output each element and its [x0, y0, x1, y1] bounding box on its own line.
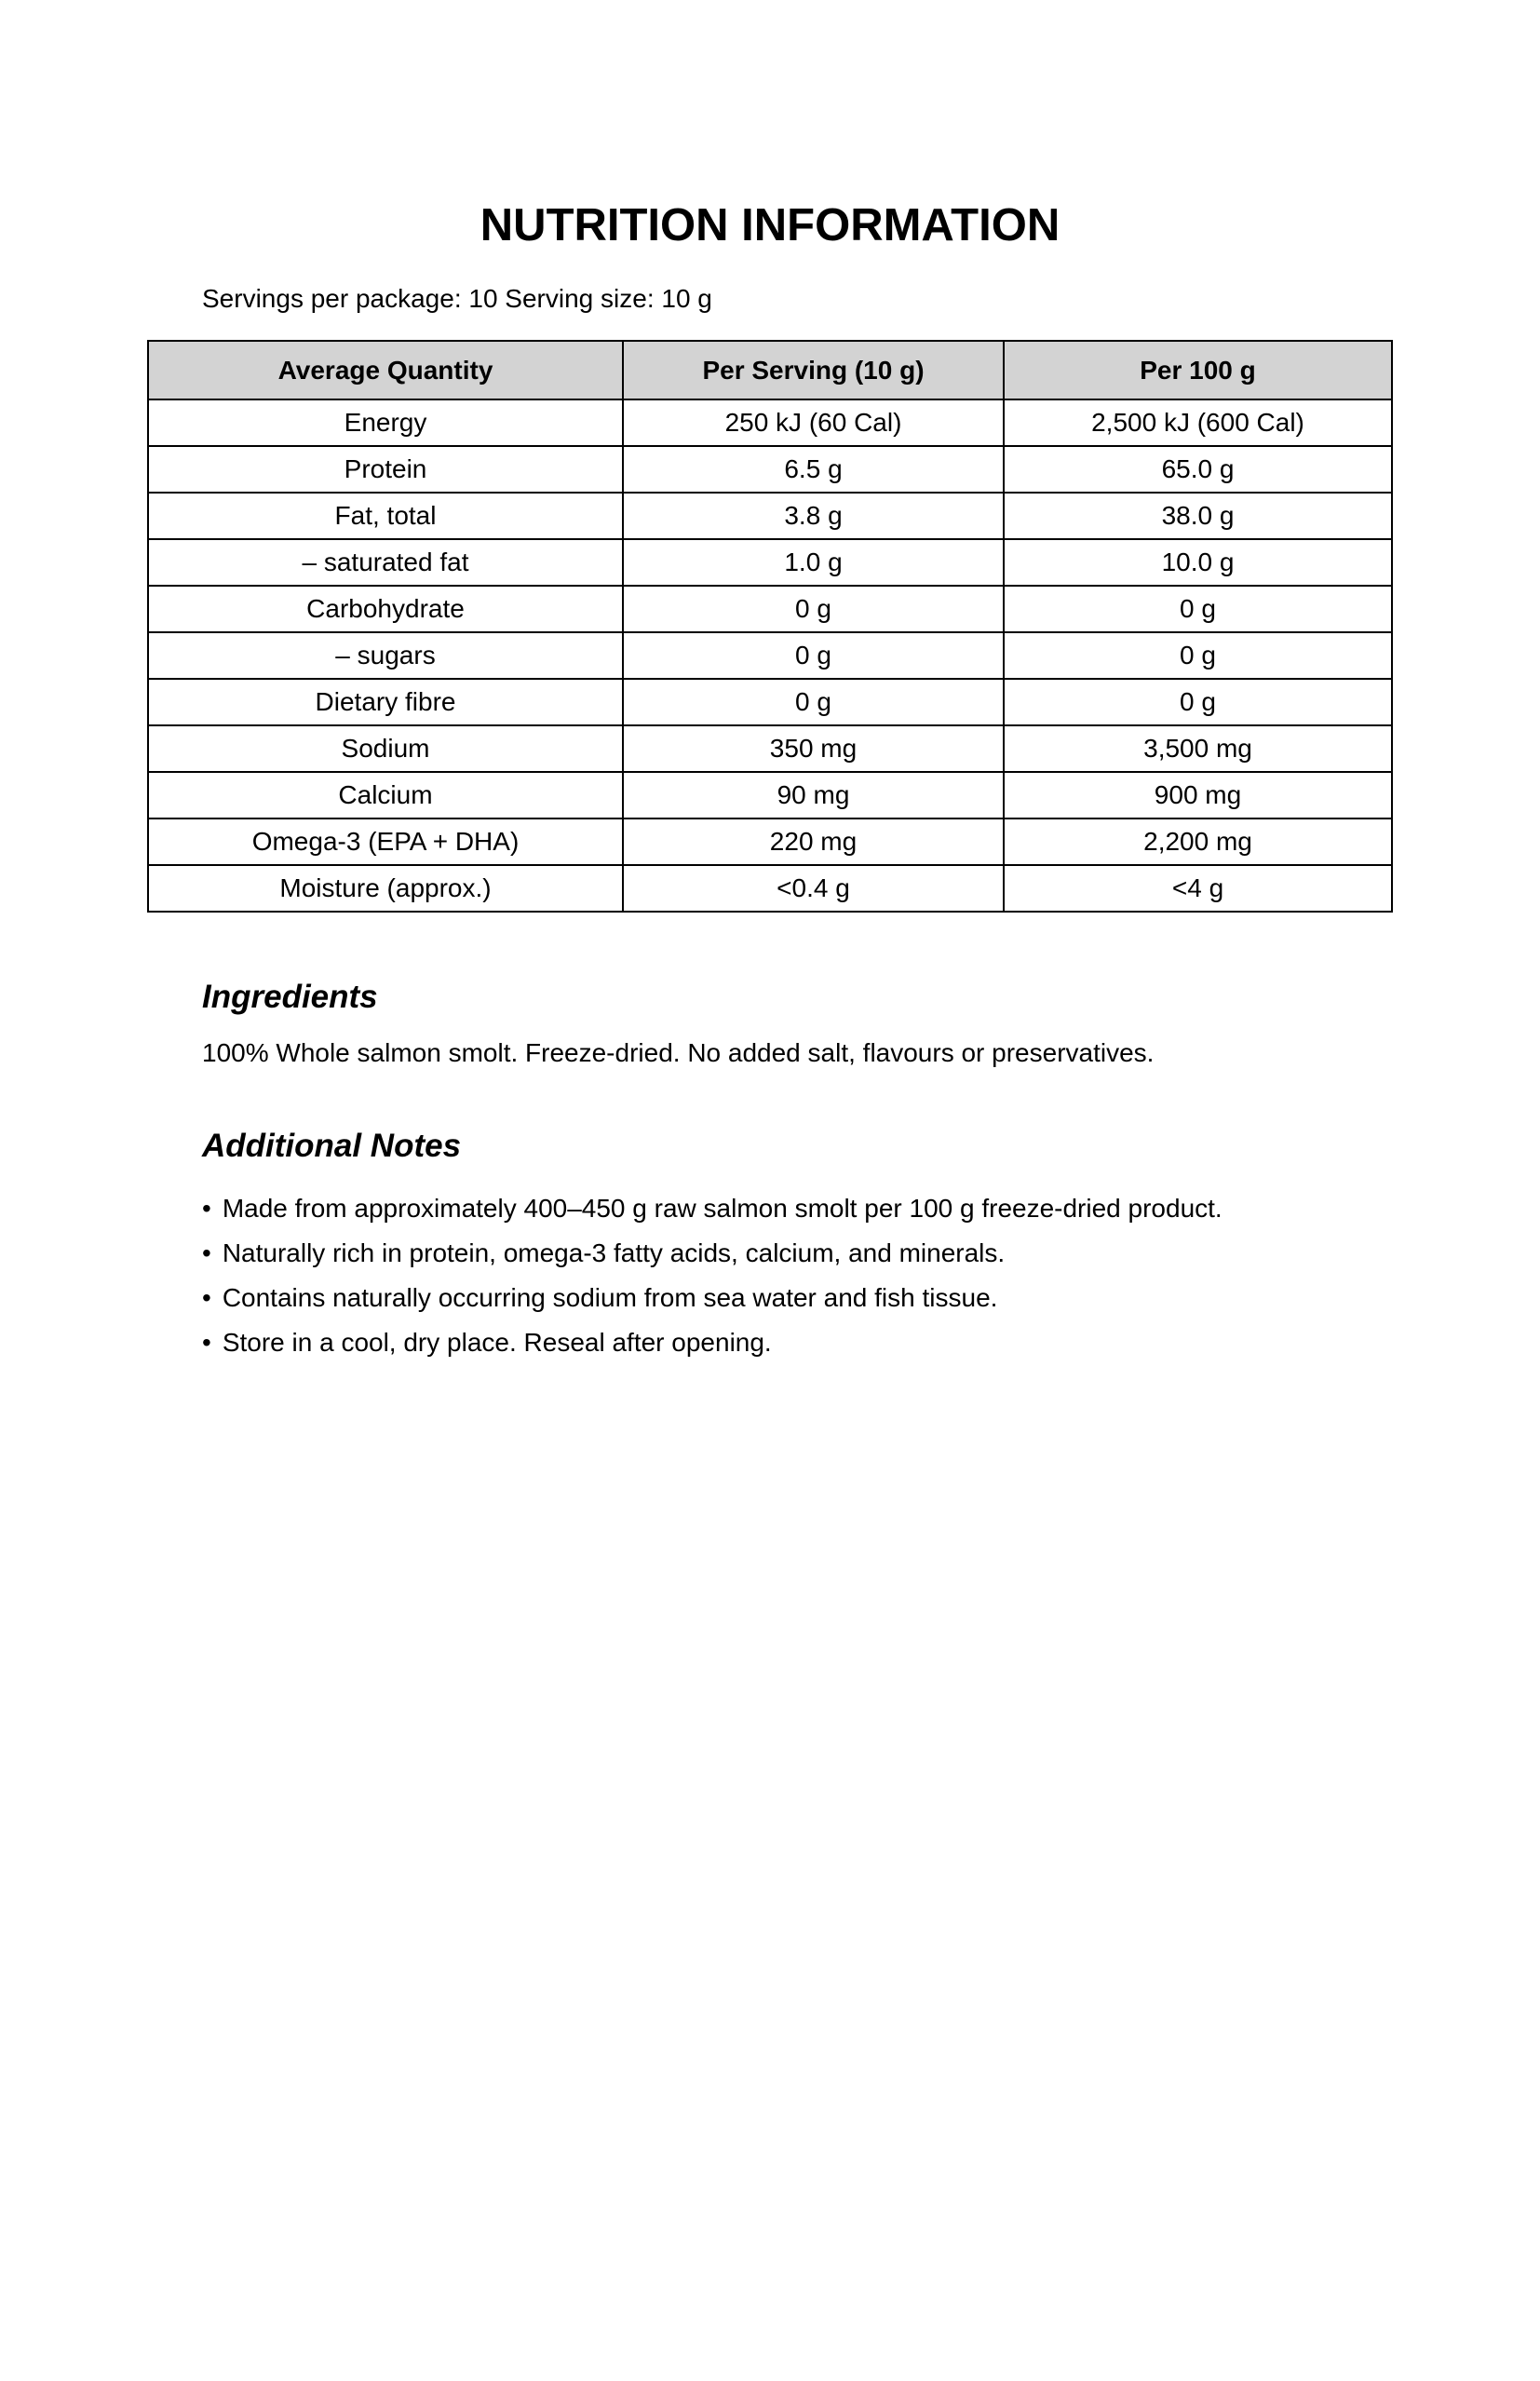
row-per-100g: 10.0 g	[1004, 539, 1392, 586]
table-row	[148, 865, 1392, 912]
bullet-marker: •	[202, 1238, 211, 1268]
row-per-100g: <4 g	[1004, 865, 1392, 912]
row-per-100g: 65.0 g	[1004, 446, 1392, 493]
row-per-serving: 220 mg	[623, 818, 1004, 865]
row-per-serving: 250 kJ (60 Cal)	[623, 399, 1004, 446]
row-per-100g: 900 mg	[1004, 772, 1392, 818]
ingredients-heading: Ingredients	[202, 979, 378, 1016]
row-label: Energy	[148, 399, 623, 446]
row-per-serving: 0 g	[623, 632, 1004, 679]
table-row	[148, 632, 1392, 679]
row-per-100g: 2,500 kJ (600 Cal)	[1004, 399, 1392, 446]
note-text: Made from approximately 400–450 g raw salmon smolt per 100 g freeze-dried product.	[222, 1194, 1223, 1224]
row-per-100g: 0 g	[1004, 586, 1392, 632]
page-title: NUTRITION INFORMATION	[480, 200, 1060, 250]
row-label: Moisture (approx.)	[148, 865, 623, 912]
row-per-serving: 3.8 g	[623, 493, 1004, 539]
row-per-serving: 0 g	[623, 679, 1004, 725]
note-text: Naturally rich in protein, omega-3 fatty acids, calcium, and minerals.	[222, 1238, 1006, 1268]
note-item	[202, 1320, 1540, 1365]
table-header-row	[148, 341, 1392, 399]
bullet-marker: •	[202, 1328, 211, 1358]
header-per-100g: Per 100 g	[1004, 341, 1392, 399]
row-label: – saturated fat	[148, 539, 623, 586]
table-row	[148, 539, 1392, 586]
row-per-serving: 6.5 g	[623, 446, 1004, 493]
table-row	[148, 772, 1392, 818]
bullet-marker: •	[202, 1283, 211, 1313]
table-row	[148, 818, 1392, 865]
nutrition-table-body	[148, 399, 1392, 912]
note-text: Store in a cool, dry place. Reseal after opening.	[222, 1328, 772, 1358]
notes-heading: Additional Notes	[202, 1127, 462, 1164]
row-per-100g: 38.0 g	[1004, 493, 1392, 539]
row-label: Protein	[148, 446, 623, 493]
nutrition-table	[147, 340, 1393, 913]
row-label: – sugars	[148, 632, 623, 679]
note-text: Contains naturally occurring sodium from sea water and fish tissue.	[222, 1283, 998, 1313]
bullet-marker: •	[202, 1194, 211, 1224]
table-row	[148, 493, 1392, 539]
table-row	[148, 399, 1392, 446]
row-label: Carbohydrate	[148, 586, 623, 632]
row-per-100g: 3,500 mg	[1004, 725, 1392, 772]
row-label: Dietary fibre	[148, 679, 623, 725]
note-item	[202, 1276, 1540, 1320]
row-per-serving: <0.4 g	[623, 865, 1004, 912]
row-label: Calcium	[148, 772, 623, 818]
ingredients-text: 100% Whole salmon smolt. Freeze-dried. No added salt, flavours or preservatives.	[202, 1037, 1155, 1067]
table-row	[148, 446, 1392, 493]
note-item	[202, 1186, 1540, 1231]
row-per-100g: 0 g	[1004, 632, 1392, 679]
nutrition-table-header	[148, 341, 1392, 399]
row-label: Sodium	[148, 725, 623, 772]
row-per-serving: 0 g	[623, 586, 1004, 632]
table-row	[148, 679, 1392, 725]
table-row	[148, 725, 1392, 772]
row-per-100g: 0 g	[1004, 679, 1392, 725]
row-label: Omega-3 (EPA + DHA)	[148, 818, 623, 865]
table-row	[148, 586, 1392, 632]
notes-list	[202, 1186, 1540, 1365]
header-per-serving: Per Serving (10 g)	[623, 341, 1004, 399]
document-page	[0, 200, 1540, 2381]
row-per-serving: 90 mg	[623, 772, 1004, 818]
row-label: Fat, total	[148, 493, 623, 539]
row-per-100g: 2,200 mg	[1004, 818, 1392, 865]
servings-line: Servings per package: 10 Serving size: 10 g	[202, 284, 712, 313]
note-item	[202, 1231, 1540, 1276]
row-per-serving: 350 mg	[623, 725, 1004, 772]
header-average-quantity: Average Quantity	[148, 341, 623, 399]
row-per-serving: 1.0 g	[623, 539, 1004, 586]
